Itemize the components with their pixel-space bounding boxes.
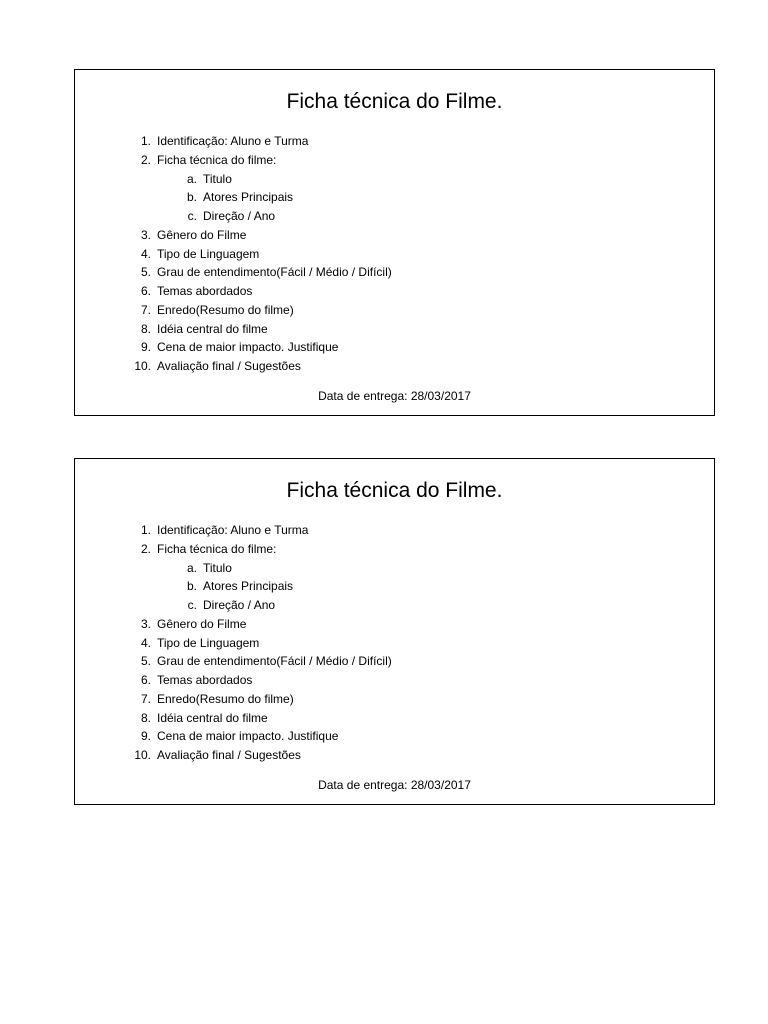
item-number: 4. [140, 246, 151, 261]
requirements-list [75, 132, 714, 376]
item-text: Enredo(Resumo do filme) [157, 691, 294, 706]
item-number: 7. [140, 691, 151, 706]
item-text: Atores Principais [203, 190, 294, 205]
item-letter: b. [186, 579, 197, 594]
item-letter: c. [187, 209, 197, 223]
item-letter: b. [186, 190, 197, 205]
item-text: Ficha técnica do filme: [157, 152, 277, 167]
list-item [75, 320, 714, 339]
item-text: Temas abordados [157, 284, 253, 298]
card-title: Ficha técnica do Filme. [286, 479, 503, 502]
item-text: Titulo [203, 171, 232, 186]
list-item [75, 727, 714, 746]
list-item [75, 634, 714, 653]
item-number: 5. [140, 265, 151, 280]
item-number: 10. [134, 359, 151, 373]
list-item [75, 263, 714, 282]
item-number: 1. [140, 134, 151, 148]
item-number: 6. [140, 284, 151, 298]
requirements-list [75, 521, 714, 765]
item-text: Idéia central do filme [157, 710, 268, 725]
item-text: Cena de maior impacto. Justifique [157, 340, 339, 355]
item-text: Idéia central do filme [157, 321, 268, 336]
item-number: 3. [140, 227, 151, 242]
card-title: Ficha técnica do Filme. [286, 90, 503, 113]
item-text: Atores Principais [203, 579, 294, 594]
item-text: Grau de entendimento(Fácil / Médio / Difícil) [157, 654, 392, 669]
item-text: Avaliação final / Sugestões [157, 359, 301, 373]
item-number: 8. [140, 710, 151, 725]
list-item [75, 245, 714, 264]
item-number: 6. [140, 673, 151, 687]
item-text: Gênero do Filme [157, 616, 247, 631]
item-letter: c. [187, 598, 197, 612]
item-number: 10. [134, 748, 151, 762]
list-item [75, 652, 714, 671]
item-text: Identificação: Aluno e Turma [157, 134, 309, 148]
list-item [75, 151, 714, 170]
film-sheet-card-2 [74, 458, 715, 805]
sub-list-item [75, 559, 714, 578]
list-item [75, 132, 714, 151]
list-item [75, 301, 714, 320]
item-number: 5. [140, 654, 151, 669]
sub-list-item [75, 577, 714, 596]
item-text: Tipo de Linguagem [157, 246, 260, 261]
item-letter: a. [186, 171, 197, 186]
list-item [75, 746, 714, 765]
list-item [75, 282, 714, 301]
list-item [75, 357, 714, 376]
list-item [75, 671, 714, 690]
item-number: 3. [140, 616, 151, 631]
sub-list-item [75, 170, 714, 189]
sub-list-item [75, 596, 714, 615]
list-item [75, 226, 714, 245]
sub-list-item [75, 188, 714, 207]
item-number: 2. [140, 152, 151, 167]
item-text: Direção / Ano [203, 598, 276, 612]
item-number: 4. [140, 635, 151, 650]
item-number: 9. [140, 340, 151, 355]
list-item [75, 690, 714, 709]
item-number: 7. [140, 302, 151, 317]
delivery-date: Data de entrega: 28/03/2017 [318, 389, 471, 403]
item-text: Tipo de Linguagem [157, 635, 260, 650]
list-item [75, 540, 714, 559]
item-text: Gênero do Filme [157, 227, 247, 242]
item-text: Identificação: Aluno e Turma [157, 523, 309, 537]
item-number: 1. [140, 523, 151, 537]
item-number: 2. [140, 541, 151, 556]
item-text: Temas abordados [157, 673, 253, 687]
item-letter: a. [186, 560, 197, 575]
item-text: Grau de entendimento(Fácil / Médio / Difícil) [157, 265, 392, 280]
list-item [75, 615, 714, 634]
film-sheet-card-1 [74, 69, 715, 416]
item-text: Titulo [203, 560, 232, 575]
item-text: Cena de maior impacto. Justifique [157, 729, 339, 744]
item-text: Ficha técnica do filme: [157, 541, 277, 556]
item-text: Enredo(Resumo do filme) [157, 302, 294, 317]
sub-list-item [75, 207, 714, 226]
list-item [75, 521, 714, 540]
delivery-date: Data de entrega: 28/03/2017 [318, 778, 471, 792]
item-number: 9. [140, 729, 151, 744]
list-item [75, 338, 714, 357]
item-text: Avaliação final / Sugestões [157, 748, 301, 762]
item-number: 8. [140, 321, 151, 336]
item-text: Direção / Ano [203, 209, 276, 223]
list-item [75, 709, 714, 728]
